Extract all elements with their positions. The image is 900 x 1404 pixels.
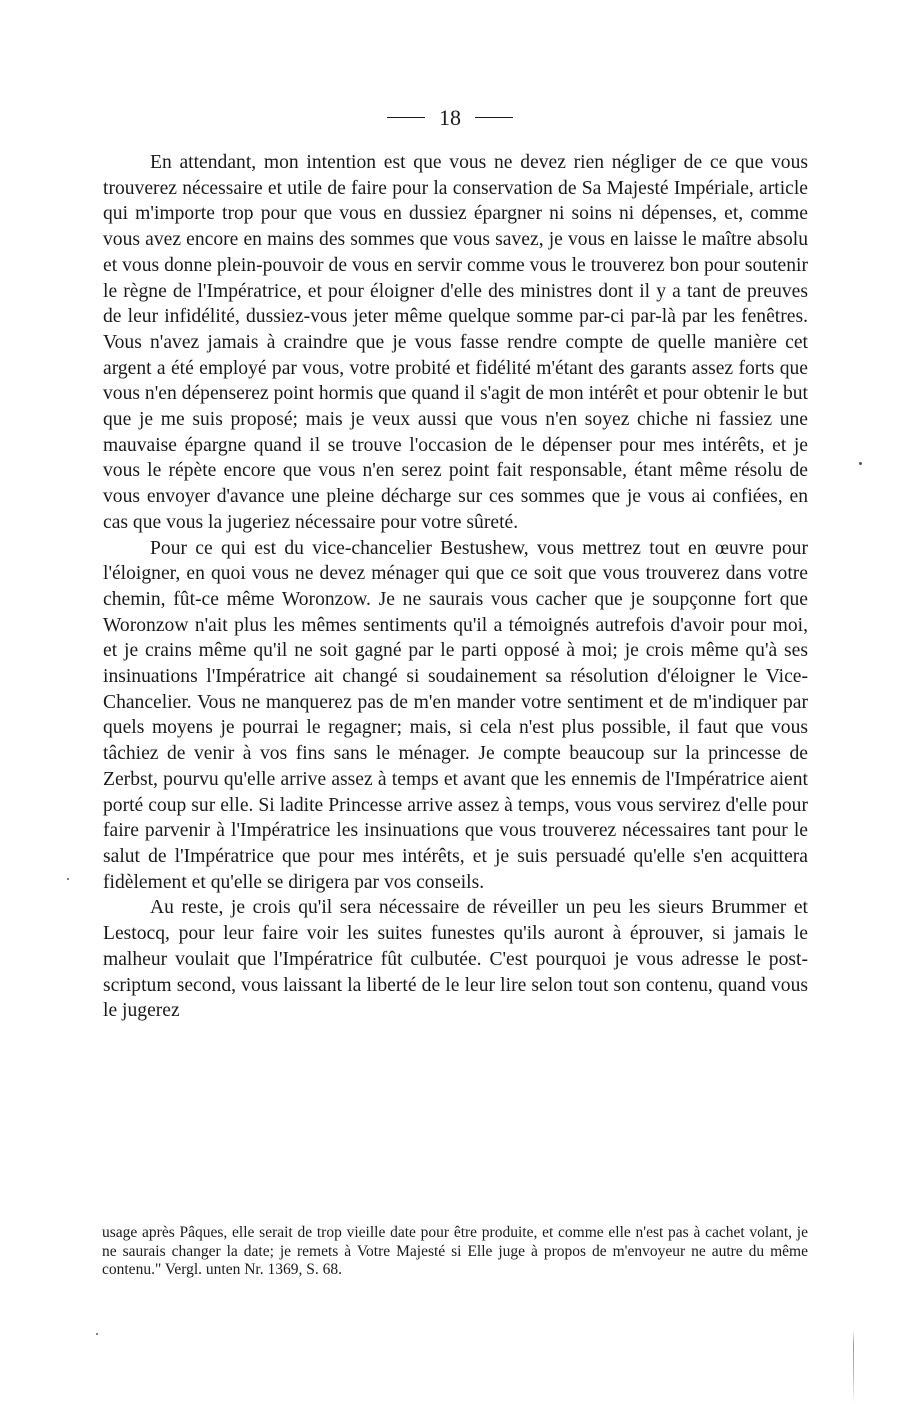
scan-speck	[96, 1333, 98, 1335]
paragraph: En attendant, mon intention est que vous ne devez rien négliger de ce que vous trouverez nécessaire et utile de faire pour la conservation de Sa Majesté Impériale, article qui m'importe trop pour que vous en dussiez épargner ni soins ni dépenses, et, comme vous avez encore en mains des sommes que vous savez, je vous en laisse le maître absolu et vous donne plein-pouvoir de vous en servir comme vous le trouverez bon pour soutenir le règne de l'Impératrice, et pour éloigner d'elle des ministres dont il y a tant de preuves de leur infidélité, dussiez-vous jeter même quelque somme par-ci par-là par les fenêtres. Vous n'avez jamais à craindre que je vous fasse rendre compte de quelle manière cet argent a été employé par vous, votre probité et fidélité m'étant des garants assez forts que vous n'en dépenserez point hormis que quand il s'agit de mon intérêt et pour obtenir le but que je me suis proposé; mais je veux aussi que vous n'en soyez chiche ni fassiez une mauvaise épargne quand il se trouve l'occasion de le dépenser pour mes intérêts, et je vous le répète encore que vous n'en serez point fait responsable, étant même résolu de vous envoyer d'avance une pleine décharge sur ces sommes que je vous ai confiées, en cas que vous la jugeriez nécessaire pour votre sûreté.	[103, 152, 808, 533]
scan-speck	[859, 462, 862, 465]
scan-edge-line	[853, 1330, 854, 1404]
header-rule-right	[475, 117, 513, 118]
page-number: 18	[439, 104, 461, 130]
page-header	[0, 102, 900, 132]
paragraph: Au reste, je crois qu'il sera nécessaire de réveiller un peu les sieurs Brummer et Lestocq, pour leur faire voir les suites funestes qu'ils auront à éprouver, si jamais le malheur voulait que l'Impératrice fût culbutée. C'est pourquoi je vous adresse le post-scriptum second, vous laissant la liberté de le leur lire selon tout son contenu, quand vous le jugerez	[103, 897, 808, 1022]
footnote-text: usage après Pâques, elle serait de trop vieille date pour être produite, et comme elle n'est pas à cachet volant, je ne saurais changer la date; je remets à Votre Majesté si Elle juge à propos de m'envoyeur ne autre du même contenu." Vergl. unten Nr. 1369, S. 68.	[102, 1224, 808, 1279]
header-rule-left	[387, 117, 425, 118]
main-text	[103, 150, 808, 1024]
footnote	[102, 1224, 808, 1280]
scan-speck	[67, 878, 69, 880]
paragraph: Pour ce qui est du vice-chancelier Bestushew, vous mettrez tout en œuvre pour l'éloigner, en quoi vous ne devez ménager qui que ce soit que vous trouverez dans votre chemin, fût-ce même Woronzow. Je ne saurais vous cacher que je soupçonne fort que Woronzow n'ait plus les mêmes sentiments qu'il a témoignés autrefois d'avoir pour moi, et je crains même qu'il ne soit gagné par le parti opposé à moi; je crois même qu'à ses insinuations l'Impératrice ait changé si soudainement sa résolution d'éloigner le Vice-Chancelier. Vous ne manquerez pas de m'en mander votre sentiment et de m'indiquer par quels moyens je pourrai le regagner; mais, si cela n'est plus possible, il faut que vous tâchiez de venir à vos fins sans le ménager. Je compte beaucoup sur la princesse de Zerbst, pourvu qu'elle arrive assez à temps et avant que les ennemis de l'Impératrice aient porté coup sur elle. Si ladite Princesse arrive assez à temps, vous vous servirez d'elle pour faire parvenir à l'Impératrice les insinuations que vous trouverez nécessaires tant pour le salut de l'Impératrice que pour mes intérêts, et je suis persuadé qu'elle s'en acquittera fidèlement et qu'elle se dirigera par vos conseils.	[103, 537, 808, 893]
